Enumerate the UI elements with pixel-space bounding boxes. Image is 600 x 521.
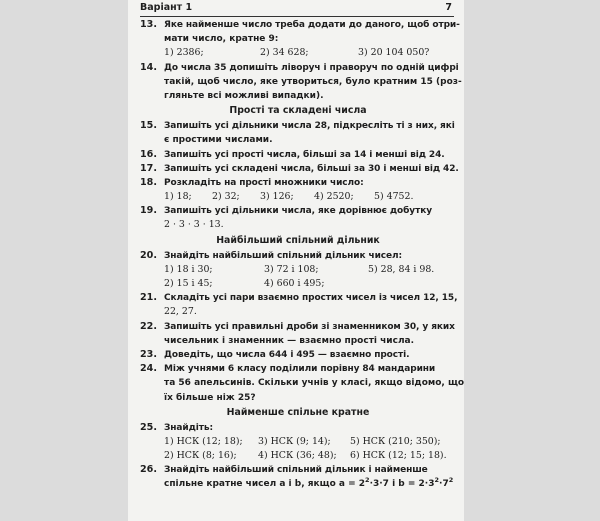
problem-14-line3 bbox=[140, 89, 456, 103]
option: 1) 18; bbox=[164, 191, 192, 203]
problem-text: є простими числами. bbox=[164, 135, 273, 146]
problem-text: чисельник і знаменник — взаємно прості числа. bbox=[164, 335, 415, 346]
problem-number: 22. bbox=[140, 320, 157, 332]
problem-text: такій, щоб число, яке утвориться, було кратним 15 (роз- bbox=[164, 76, 462, 87]
problem-number: 17. bbox=[140, 162, 157, 174]
option: 3) 20 104 050? bbox=[358, 47, 430, 59]
problem-text: Знайдіть найбільший спільний дільник чисел: bbox=[164, 250, 403, 261]
exponent: 2 bbox=[448, 476, 454, 485]
option: 3) НСК (9; 14); bbox=[258, 435, 331, 447]
problem-19-line2 bbox=[140, 218, 456, 232]
problem-text: Знайдіть найбільший спільний дільник і найменше bbox=[164, 465, 428, 476]
problem-text: Доведіть, що числа 644 і 495 — взаємно прості. bbox=[164, 349, 410, 360]
option: 1) НСК (12; 18); bbox=[164, 435, 243, 447]
problem-text: Запишіть усі дільники числа, яке дорівнює добутку bbox=[164, 206, 432, 217]
problem-number: 19. bbox=[140, 205, 157, 217]
problem-25 bbox=[140, 421, 456, 435]
problem-17 bbox=[140, 162, 459, 176]
text-part: ·7 bbox=[439, 479, 449, 490]
option: 5) НСК (210; 350); bbox=[350, 435, 441, 447]
section-heading-lcm: Найменше спільне кратне bbox=[226, 406, 370, 418]
problem-21 bbox=[140, 291, 456, 305]
option: 2) 15 і 45; bbox=[164, 278, 213, 289]
option: 4) НСК (36; 48); bbox=[258, 450, 337, 462]
problem-13-options bbox=[140, 46, 456, 60]
problem-number: 23. bbox=[140, 348, 157, 360]
problem-number: 21. bbox=[140, 292, 157, 304]
problem-22 bbox=[140, 320, 456, 334]
option: 6) НСК (12; 15; 18). bbox=[350, 450, 447, 462]
problem-16 bbox=[140, 148, 456, 162]
exponent: 2 bbox=[434, 476, 440, 485]
problem-text: Складіть усі пари взаємно простих чисел із чисел 12, 15, bbox=[164, 293, 458, 304]
problem-text: Знайдіть: bbox=[164, 422, 213, 433]
problem-23 bbox=[140, 348, 456, 362]
problem-18 bbox=[140, 176, 456, 190]
problem-13-line2 bbox=[140, 32, 456, 46]
problem-24 bbox=[140, 362, 456, 376]
option: 4) 660 і 495; bbox=[264, 278, 325, 289]
problem-text: Запишіть усі правильні дроби зі знаменником 30, у яких bbox=[164, 321, 455, 332]
problem-number: 13. bbox=[140, 19, 157, 30]
option: 2) 34 628; bbox=[260, 47, 309, 59]
problem-text: Розкладіть на прості множники число: bbox=[164, 177, 364, 188]
problem-text: 22, 27. bbox=[164, 306, 197, 318]
option: 5) 28, 84 і 98. bbox=[368, 263, 435, 275]
problem-text: та 56 апельсинів. Скільки учнів у класі, якщо відомо, що bbox=[164, 378, 464, 389]
option: 1) 2386; bbox=[164, 47, 204, 59]
problem-text: Запишіть усі дільники числа 28, підкресліть ті з них, які bbox=[164, 121, 455, 132]
option: 5) 4752. bbox=[374, 191, 414, 203]
problem-21-line2 bbox=[140, 305, 456, 319]
problem-text: мати число, кратне 9: bbox=[164, 34, 279, 45]
problem-text: їх більше ніж 25? bbox=[164, 392, 256, 403]
problem-number: 16. bbox=[140, 148, 157, 160]
problem-number: 25. bbox=[140, 421, 157, 433]
text-part: ·3·7 і b = 2·3 bbox=[369, 479, 435, 490]
problem-24-line3 bbox=[140, 391, 456, 405]
problem-number: 24. bbox=[140, 363, 157, 375]
option: 4) 2520; bbox=[314, 191, 354, 203]
problem-text: Між учнями 6 класу поділили порівну 84 мандарини bbox=[164, 364, 436, 375]
problem-number: 15. bbox=[140, 120, 157, 132]
problem-number: 18. bbox=[140, 176, 157, 188]
problem-number: 20. bbox=[140, 249, 157, 261]
problem-13 bbox=[140, 18, 460, 32]
problem-25-options-2 bbox=[140, 449, 456, 463]
option: 3) 72 і 108; bbox=[264, 263, 319, 275]
problem-22-line2 bbox=[140, 334, 456, 348]
option: 2) НСК (8; 16); bbox=[164, 450, 237, 462]
problems-content bbox=[140, 18, 464, 492]
page-header bbox=[140, 2, 454, 17]
text-part: спільне кратне чисел a і b, якщо a = 2 bbox=[164, 479, 366, 490]
problem-19 bbox=[140, 204, 456, 218]
problem-20-options-1 bbox=[140, 263, 456, 277]
section-heading-gcd: Найбільший спільний дільник bbox=[216, 234, 380, 246]
problem-text: гляньте всі можливі випадки). bbox=[164, 90, 324, 101]
problem-15-line2 bbox=[140, 133, 456, 147]
problem-text: Запишіть усі прості числа, більші за 14 і менші від 24. bbox=[164, 149, 445, 160]
problem-text bbox=[164, 477, 456, 491]
problem-text: Запишіть усі складені числа, більші за 30 і менші від 42. bbox=[164, 163, 459, 174]
problem-25-options-1 bbox=[140, 435, 456, 449]
problem-number: 14. bbox=[140, 61, 157, 73]
textbook-page bbox=[128, 0, 464, 521]
problem-text: Яке найменше число треба додати до даного, щоб отри- bbox=[164, 20, 460, 30]
problem-18-options bbox=[140, 190, 456, 204]
problem-15 bbox=[140, 119, 456, 133]
problem-20 bbox=[140, 249, 456, 263]
problem-26 bbox=[140, 463, 456, 477]
page-number: 7 bbox=[445, 2, 452, 13]
problem-14-line2 bbox=[140, 75, 462, 89]
problem-24-line2 bbox=[140, 376, 464, 390]
product-expression: 2 · 3 · 3 · 13. bbox=[164, 219, 224, 231]
problem-number: 26. bbox=[140, 464, 157, 476]
problem-26-line2 bbox=[140, 477, 456, 491]
option: 1) 18 і 30; bbox=[164, 263, 213, 275]
exponent: 2 bbox=[365, 476, 370, 485]
problem-20-options-2 bbox=[140, 277, 456, 291]
option: 2) 32; bbox=[212, 191, 240, 203]
section-heading-primes: Прості та складені числа bbox=[229, 105, 367, 117]
option: 3) 126; bbox=[260, 191, 294, 203]
problem-text: До числа 35 допишіть ліворуч і праворуч по одній цифрі bbox=[164, 62, 459, 73]
problem-14 bbox=[140, 61, 459, 75]
variant-label: Варіант 1 bbox=[140, 2, 193, 13]
